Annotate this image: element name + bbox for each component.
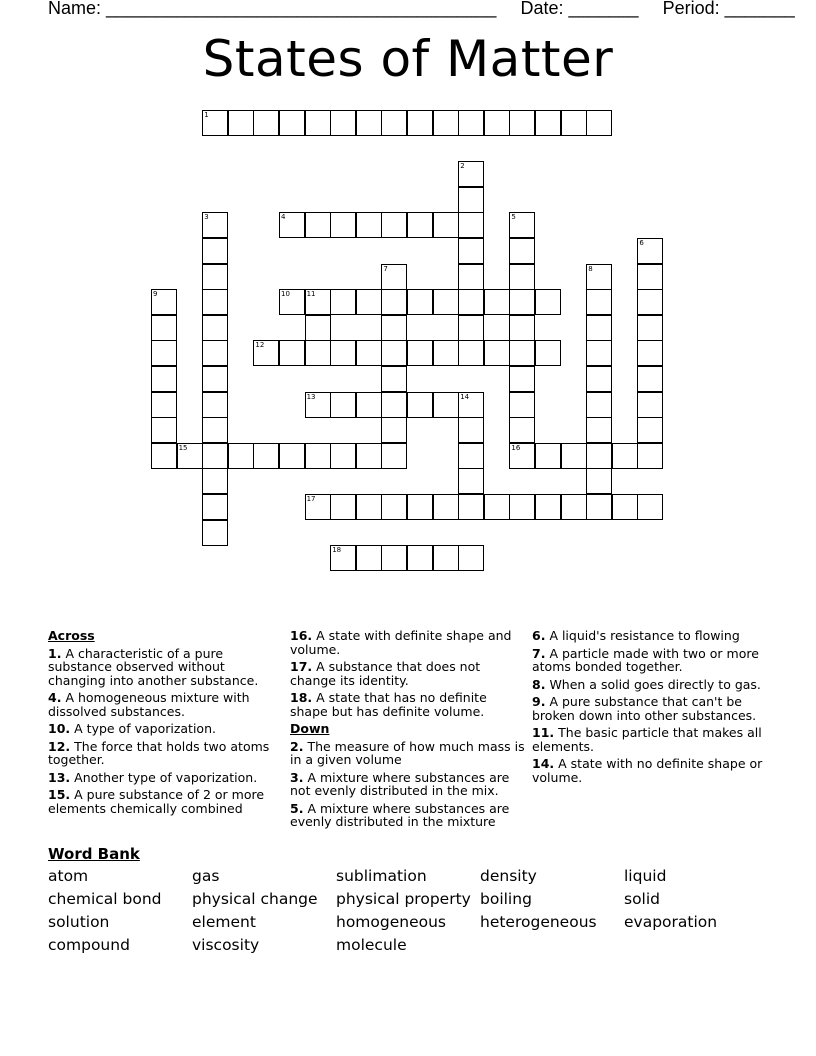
word-bank-item: boiling bbox=[480, 890, 532, 908]
grid-cell[interactable] bbox=[509, 110, 535, 136]
grid-cell[interactable] bbox=[253, 443, 279, 469]
name-field[interactable]: Name: _______________________________________ bbox=[48, 0, 497, 18]
grid-cell[interactable] bbox=[586, 392, 612, 418]
grid-cell[interactable] bbox=[484, 494, 510, 520]
clue-number: 8. bbox=[532, 676, 546, 692]
clue-item bbox=[48, 722, 284, 736]
down-heading: Down bbox=[290, 721, 330, 736]
grid-cell[interactable] bbox=[484, 340, 510, 366]
word-bank-item: viscosity bbox=[192, 936, 260, 954]
clue-item bbox=[48, 740, 284, 767]
grid-cell[interactable] bbox=[407, 494, 433, 520]
grid-cell[interactable] bbox=[458, 110, 484, 136]
grid-cell[interactable] bbox=[151, 392, 177, 418]
clue-item bbox=[532, 726, 768, 753]
grid-cell[interactable] bbox=[509, 340, 535, 366]
grid-cell[interactable] bbox=[202, 315, 228, 341]
clue-text: A pure substance that can't be broken down into other substances. bbox=[532, 694, 757, 723]
clue-item bbox=[532, 629, 768, 643]
word-bank-item: homogeneous bbox=[336, 913, 447, 931]
clue-number-label: 9 bbox=[153, 290, 158, 299]
clue-number: 18. bbox=[290, 690, 313, 705]
grid-cell[interactable] bbox=[586, 366, 612, 392]
clue-text: A characteristic of a pure substance observed without changing into another substance. bbox=[48, 645, 259, 688]
grid-cell[interactable] bbox=[637, 417, 663, 443]
clue-number: 14. bbox=[532, 756, 555, 771]
clue-item bbox=[48, 647, 284, 688]
grid-cell[interactable] bbox=[509, 494, 535, 520]
grid-cell[interactable] bbox=[279, 340, 305, 366]
word-bank-item: compound bbox=[48, 936, 130, 954]
clue-number: 17. bbox=[290, 659, 313, 674]
grid-cell[interactable] bbox=[356, 289, 382, 315]
page-title: States of Matter bbox=[202, 30, 614, 88]
grid-cell[interactable] bbox=[509, 417, 535, 443]
grid-cell[interactable] bbox=[586, 494, 612, 520]
grid-cell[interactable] bbox=[535, 494, 561, 520]
clue-text: A state that has no definite shape but has definite volume. bbox=[290, 690, 487, 719]
clue-text: The force that holds two atoms together. bbox=[48, 738, 270, 767]
grid-cell[interactable] bbox=[381, 545, 407, 571]
date-field[interactable]: Date: _______ bbox=[520, 0, 639, 18]
clue-text: A mixture where substances are evenly distributed in the mixture bbox=[290, 800, 510, 829]
clue-number: 15. bbox=[48, 787, 71, 802]
clue-item bbox=[532, 757, 768, 784]
grid-cell[interactable] bbox=[509, 264, 535, 290]
grid-cell[interactable] bbox=[458, 315, 484, 341]
clue-text: A substance that does not change its identity. bbox=[290, 659, 481, 688]
grid-cell[interactable] bbox=[509, 366, 535, 392]
grid-cell[interactable] bbox=[381, 289, 407, 315]
grid-cell[interactable] bbox=[458, 494, 484, 520]
clue-number-label: 15 bbox=[178, 443, 188, 452]
grid-cell[interactable] bbox=[330, 110, 356, 136]
clue-text: A pure substance of 2 or more elements chemically combined bbox=[48, 787, 265, 816]
word-bank-item: physical change bbox=[192, 890, 318, 908]
word-bank-item: molecule bbox=[336, 936, 407, 954]
grid-cell[interactable] bbox=[458, 340, 484, 366]
grid-cell[interactable] bbox=[381, 366, 407, 392]
clue-number-label: 10 bbox=[281, 290, 290, 299]
grid-cell[interactable] bbox=[305, 212, 331, 238]
grid-cell[interactable] bbox=[407, 212, 433, 238]
grid-cell[interactable] bbox=[356, 212, 382, 238]
grid-cell[interactable] bbox=[202, 340, 228, 366]
clue-text: When a solid goes directly to gas. bbox=[549, 676, 761, 692]
grid-cell[interactable] bbox=[535, 289, 561, 315]
word-bank-item: physical property bbox=[336, 890, 471, 908]
grid-cell[interactable] bbox=[305, 340, 331, 366]
grid-cell[interactable] bbox=[637, 315, 663, 341]
grid-cell[interactable] bbox=[586, 468, 612, 494]
grid-cell[interactable] bbox=[535, 443, 561, 469]
clue-number: 7. bbox=[532, 645, 546, 661]
grid-cell[interactable] bbox=[612, 494, 638, 520]
grid-cell[interactable] bbox=[458, 238, 484, 264]
clue-number-label: 4 bbox=[281, 213, 286, 222]
clue-number: 10. bbox=[48, 721, 71, 736]
grid-cell[interactable] bbox=[637, 443, 663, 469]
grid-cell[interactable] bbox=[637, 392, 663, 418]
grid-cell[interactable] bbox=[202, 443, 228, 469]
grid-cell[interactable] bbox=[202, 468, 228, 494]
grid-cell[interactable] bbox=[509, 238, 535, 264]
word-bank-item: sublimation bbox=[336, 867, 427, 885]
grid-cell[interactable] bbox=[586, 289, 612, 315]
grid-cell[interactable] bbox=[561, 110, 587, 136]
word-bank-item: liquid bbox=[624, 867, 667, 885]
clue-text: The measure of how much mass is in a given volume bbox=[290, 738, 525, 767]
grid-cell[interactable] bbox=[305, 443, 331, 469]
clue-text: A particle made with two or more atoms bonded together. bbox=[532, 645, 759, 674]
grid-cell[interactable] bbox=[509, 392, 535, 418]
grid-cell[interactable] bbox=[586, 110, 612, 136]
clue-item bbox=[290, 771, 526, 798]
grid-cell[interactable] bbox=[202, 289, 228, 315]
grid-cell[interactable] bbox=[433, 392, 459, 418]
grid-cell[interactable] bbox=[433, 212, 459, 238]
grid-cell[interactable] bbox=[561, 494, 587, 520]
grid-cell[interactable] bbox=[305, 110, 331, 136]
grid-cell[interactable] bbox=[381, 110, 407, 136]
grid-cell[interactable] bbox=[433, 289, 459, 315]
clue-item bbox=[290, 740, 526, 767]
grid-cell[interactable] bbox=[535, 110, 561, 136]
grid-cell[interactable] bbox=[330, 494, 356, 520]
clue-text: A state with definite shape and volume. bbox=[290, 628, 512, 657]
clue-item bbox=[48, 771, 284, 785]
grid-cell[interactable] bbox=[433, 110, 459, 136]
grid-cell[interactable] bbox=[637, 366, 663, 392]
clue-item bbox=[290, 629, 526, 656]
grid-cell[interactable] bbox=[330, 392, 356, 418]
grid-cell[interactable] bbox=[535, 340, 561, 366]
grid-cell[interactable] bbox=[381, 494, 407, 520]
grid-cell[interactable] bbox=[356, 392, 382, 418]
grid-cell[interactable] bbox=[586, 417, 612, 443]
grid-cell[interactable] bbox=[458, 187, 484, 213]
clue-text: Another type of vaporization. bbox=[74, 769, 258, 785]
grid-cell[interactable] bbox=[561, 443, 587, 469]
grid-cell[interactable] bbox=[458, 264, 484, 290]
clue-number-label: 5 bbox=[511, 213, 516, 222]
clue-number: 9. bbox=[532, 694, 546, 709]
clue-item bbox=[532, 695, 768, 722]
grid-cell[interactable] bbox=[330, 340, 356, 366]
clue-number-label: 2 bbox=[460, 162, 465, 171]
word-bank-item: chemical bond bbox=[48, 890, 162, 908]
grid-cell[interactable] bbox=[612, 443, 638, 469]
grid-cell[interactable] bbox=[637, 289, 663, 315]
down-clues-column bbox=[532, 629, 768, 788]
clue-number: 3. bbox=[290, 769, 304, 785]
grid-cell[interactable] bbox=[151, 340, 177, 366]
grid-cell[interactable] bbox=[458, 212, 484, 238]
clues-column-middle bbox=[290, 629, 526, 833]
grid-cell[interactable] bbox=[433, 494, 459, 520]
clue-number-label: 1 bbox=[204, 111, 209, 119]
grid-cell[interactable] bbox=[202, 264, 228, 290]
across-heading: Across bbox=[48, 628, 95, 643]
clue-number-label: 16 bbox=[511, 443, 521, 452]
grid-cell[interactable] bbox=[202, 238, 228, 264]
grid-cell[interactable] bbox=[458, 443, 484, 469]
clue-number: 12. bbox=[48, 738, 71, 754]
clue-number-label: 14 bbox=[460, 392, 470, 401]
clue-number-label: 18 bbox=[332, 546, 342, 555]
grid-cell[interactable] bbox=[228, 443, 254, 469]
grid-cell[interactable] bbox=[356, 340, 382, 366]
clue-item bbox=[532, 647, 768, 674]
word-bank-item: element bbox=[192, 913, 256, 931]
grid-cell[interactable] bbox=[458, 545, 484, 571]
grid-cell[interactable] bbox=[202, 392, 228, 418]
grid-cell[interactable] bbox=[381, 443, 407, 469]
clue-number: 16. bbox=[290, 628, 313, 643]
clue-number: 4. bbox=[48, 690, 62, 705]
clue-text: A mixture where substances are not evenly distributed in the mix. bbox=[290, 769, 510, 798]
clue-number-label: 17 bbox=[306, 495, 316, 503]
word-bank-item: solid bbox=[624, 890, 661, 908]
grid-cell[interactable] bbox=[509, 289, 535, 315]
clue-number: 11. bbox=[532, 725, 555, 740]
word-bank-item: heterogeneous bbox=[480, 913, 597, 931]
grid-cell[interactable] bbox=[279, 443, 305, 469]
clue-number-label: 8 bbox=[588, 264, 593, 273]
grid-cell[interactable] bbox=[407, 392, 433, 418]
grid-cell[interactable] bbox=[202, 417, 228, 443]
grid-cell[interactable] bbox=[228, 110, 254, 136]
clue-text: A state with no definite shape or volume. bbox=[532, 756, 763, 785]
grid-cell[interactable] bbox=[356, 110, 382, 136]
clue-number: 6. bbox=[532, 628, 546, 643]
grid-cell[interactable] bbox=[381, 392, 407, 418]
grid-cell[interactable] bbox=[586, 443, 612, 469]
clue-number-label: 11 bbox=[306, 290, 316, 299]
grid-cell[interactable] bbox=[458, 417, 484, 443]
grid-cell[interactable] bbox=[637, 340, 663, 366]
clue-number: 5. bbox=[290, 800, 304, 816]
grid-cell[interactable] bbox=[433, 340, 459, 366]
clue-item bbox=[48, 691, 284, 718]
grid-cell[interactable] bbox=[381, 417, 407, 443]
grid-cell[interactable] bbox=[586, 340, 612, 366]
grid-cell[interactable] bbox=[279, 110, 305, 136]
grid-cell[interactable] bbox=[381, 340, 407, 366]
clue-number-label: 12 bbox=[255, 341, 265, 350]
grid-cell[interactable] bbox=[407, 340, 433, 366]
clue-number: 13. bbox=[48, 769, 71, 785]
grid-cell[interactable] bbox=[202, 494, 228, 520]
grid-cell[interactable] bbox=[637, 264, 663, 290]
clue-number-label: 3 bbox=[204, 213, 209, 222]
grid-cell[interactable] bbox=[407, 545, 433, 571]
grid-cell[interactable] bbox=[305, 315, 331, 341]
clue-number-label: 13 bbox=[306, 392, 316, 401]
clue-number-label: 7 bbox=[383, 264, 388, 273]
clue-item bbox=[290, 802, 526, 829]
grid-cell[interactable] bbox=[586, 315, 612, 341]
grid-cell[interactable] bbox=[330, 443, 356, 469]
grid-cell[interactable] bbox=[202, 366, 228, 392]
grid-cell[interactable] bbox=[484, 110, 510, 136]
clue-item bbox=[48, 788, 284, 815]
grid-cell[interactable] bbox=[484, 289, 510, 315]
period-field[interactable]: Period: _______ bbox=[662, 0, 795, 18]
clue-item bbox=[290, 691, 526, 718]
grid-cell[interactable] bbox=[202, 520, 228, 546]
grid-cell[interactable] bbox=[458, 468, 484, 494]
grid-cell[interactable] bbox=[407, 289, 433, 315]
across-clues-column bbox=[48, 629, 284, 819]
clue-item bbox=[532, 678, 768, 692]
grid-cell[interactable] bbox=[151, 443, 177, 469]
word-bank-item: atom bbox=[48, 867, 89, 885]
word-bank-item: gas bbox=[192, 867, 220, 885]
word-bank-item: density bbox=[480, 867, 537, 885]
grid-cell[interactable] bbox=[356, 494, 382, 520]
grid-cell[interactable] bbox=[458, 289, 484, 315]
clue-text: A homogeneous mixture with dissolved substances. bbox=[48, 690, 250, 719]
grid-cell[interactable] bbox=[151, 417, 177, 443]
grid-cell[interactable] bbox=[637, 494, 663, 520]
word-bank-item: evaporation bbox=[624, 913, 718, 931]
clue-text: A type of vaporization. bbox=[74, 721, 216, 736]
clue-item bbox=[290, 660, 526, 687]
grid-cell[interactable] bbox=[381, 212, 407, 238]
grid-cell[interactable] bbox=[381, 315, 407, 341]
clue-text: The basic particle that makes all elements. bbox=[532, 725, 762, 754]
grid-cell[interactable] bbox=[433, 545, 459, 571]
grid-cell[interactable] bbox=[509, 315, 535, 341]
grid-cell[interactable] bbox=[151, 315, 177, 341]
grid-cell[interactable] bbox=[253, 110, 279, 136]
clue-number: 2. bbox=[290, 738, 304, 754]
grid-cell[interactable] bbox=[356, 545, 382, 571]
clue-number: 1. bbox=[48, 645, 62, 661]
clue-text: A liquid's resistance to flowing bbox=[549, 628, 740, 643]
grid-cell[interactable] bbox=[151, 366, 177, 392]
grid-cell[interactable] bbox=[356, 443, 382, 469]
word-bank-item: solution bbox=[48, 913, 110, 931]
grid-cell[interactable] bbox=[330, 289, 356, 315]
grid-cell[interactable] bbox=[407, 110, 433, 136]
word-bank-title: Word Bank bbox=[48, 845, 140, 863]
grid-cell[interactable] bbox=[330, 212, 356, 238]
clue-number-label: 6 bbox=[639, 239, 644, 247]
